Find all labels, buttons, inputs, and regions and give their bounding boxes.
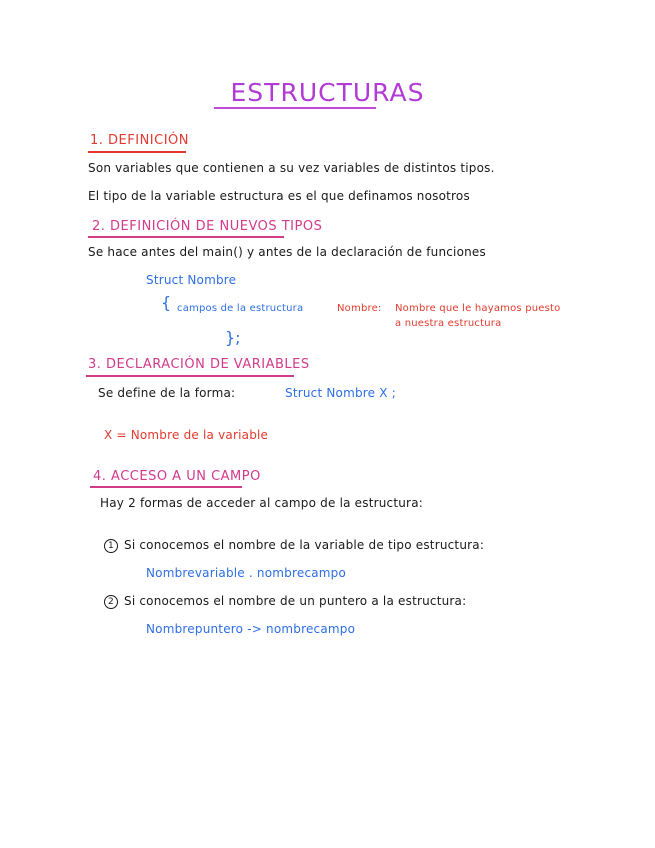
- section-1-line-1: Son variables que contienen a su vez variables de distintos tipos.: [88, 161, 495, 175]
- access-option-2-text: Si conocemos el nombre de un puntero a la estructura:: [124, 594, 467, 608]
- struct-declaration-code: Struct Nombre: [146, 273, 237, 287]
- section-4-heading: 4. ACCESO A UN CAMPO: [93, 469, 261, 484]
- note-line-1: Nombre que le hayamos puesto: [395, 303, 561, 314]
- section-1-heading: 1. DEFINICIÓN: [90, 133, 189, 148]
- arrow-access-code: Nombrepuntero -> nombrecampo: [146, 622, 356, 636]
- note-label: Nombre:: [337, 303, 382, 314]
- note-line-2: a nuestra estructura: [395, 318, 502, 329]
- section-4-underline: [90, 486, 242, 488]
- open-brace: {: [161, 293, 172, 312]
- section-2-heading: 2. DEFINICIÓN DE NUEVOS TIPOS: [92, 219, 323, 234]
- access-option-1: [104, 538, 484, 553]
- number-1-badge: 1: [104, 539, 118, 553]
- number-2-badge: 2: [104, 595, 118, 609]
- access-option-2: [104, 594, 466, 609]
- section-3-underline: [86, 375, 294, 377]
- section-2-underline: [88, 236, 284, 238]
- variable-note: X = Nombre de la variable: [104, 428, 269, 442]
- access-option-1-text: Si conocemos el nombre de la variable de tipo estructura:: [124, 538, 485, 552]
- title-underline: [214, 107, 376, 109]
- close-brace: };: [225, 328, 241, 347]
- page-title: ESTRUCTURAS: [230, 78, 425, 107]
- section-3-intro: Se define de la forma:: [98, 386, 236, 400]
- section-1-line-2: El tipo de la variable estructura es el que definamos nosotros: [88, 189, 470, 203]
- section-2-intro: Se hace antes del main() y antes de la declaración de funciones: [88, 245, 486, 259]
- variable-declaration-code: Struct Nombre X ;: [285, 386, 396, 400]
- struct-fields-code: campos de la estructura: [177, 303, 304, 314]
- section-4-intro: Hay 2 formas de acceder al campo de la estructura:: [100, 496, 423, 510]
- dot-access-code: Nombrevariable . nombrecampo: [146, 566, 347, 580]
- section-3-heading: 3. DECLARACIÓN DE VARIABLES: [88, 357, 310, 372]
- section-1-underline: [88, 151, 186, 153]
